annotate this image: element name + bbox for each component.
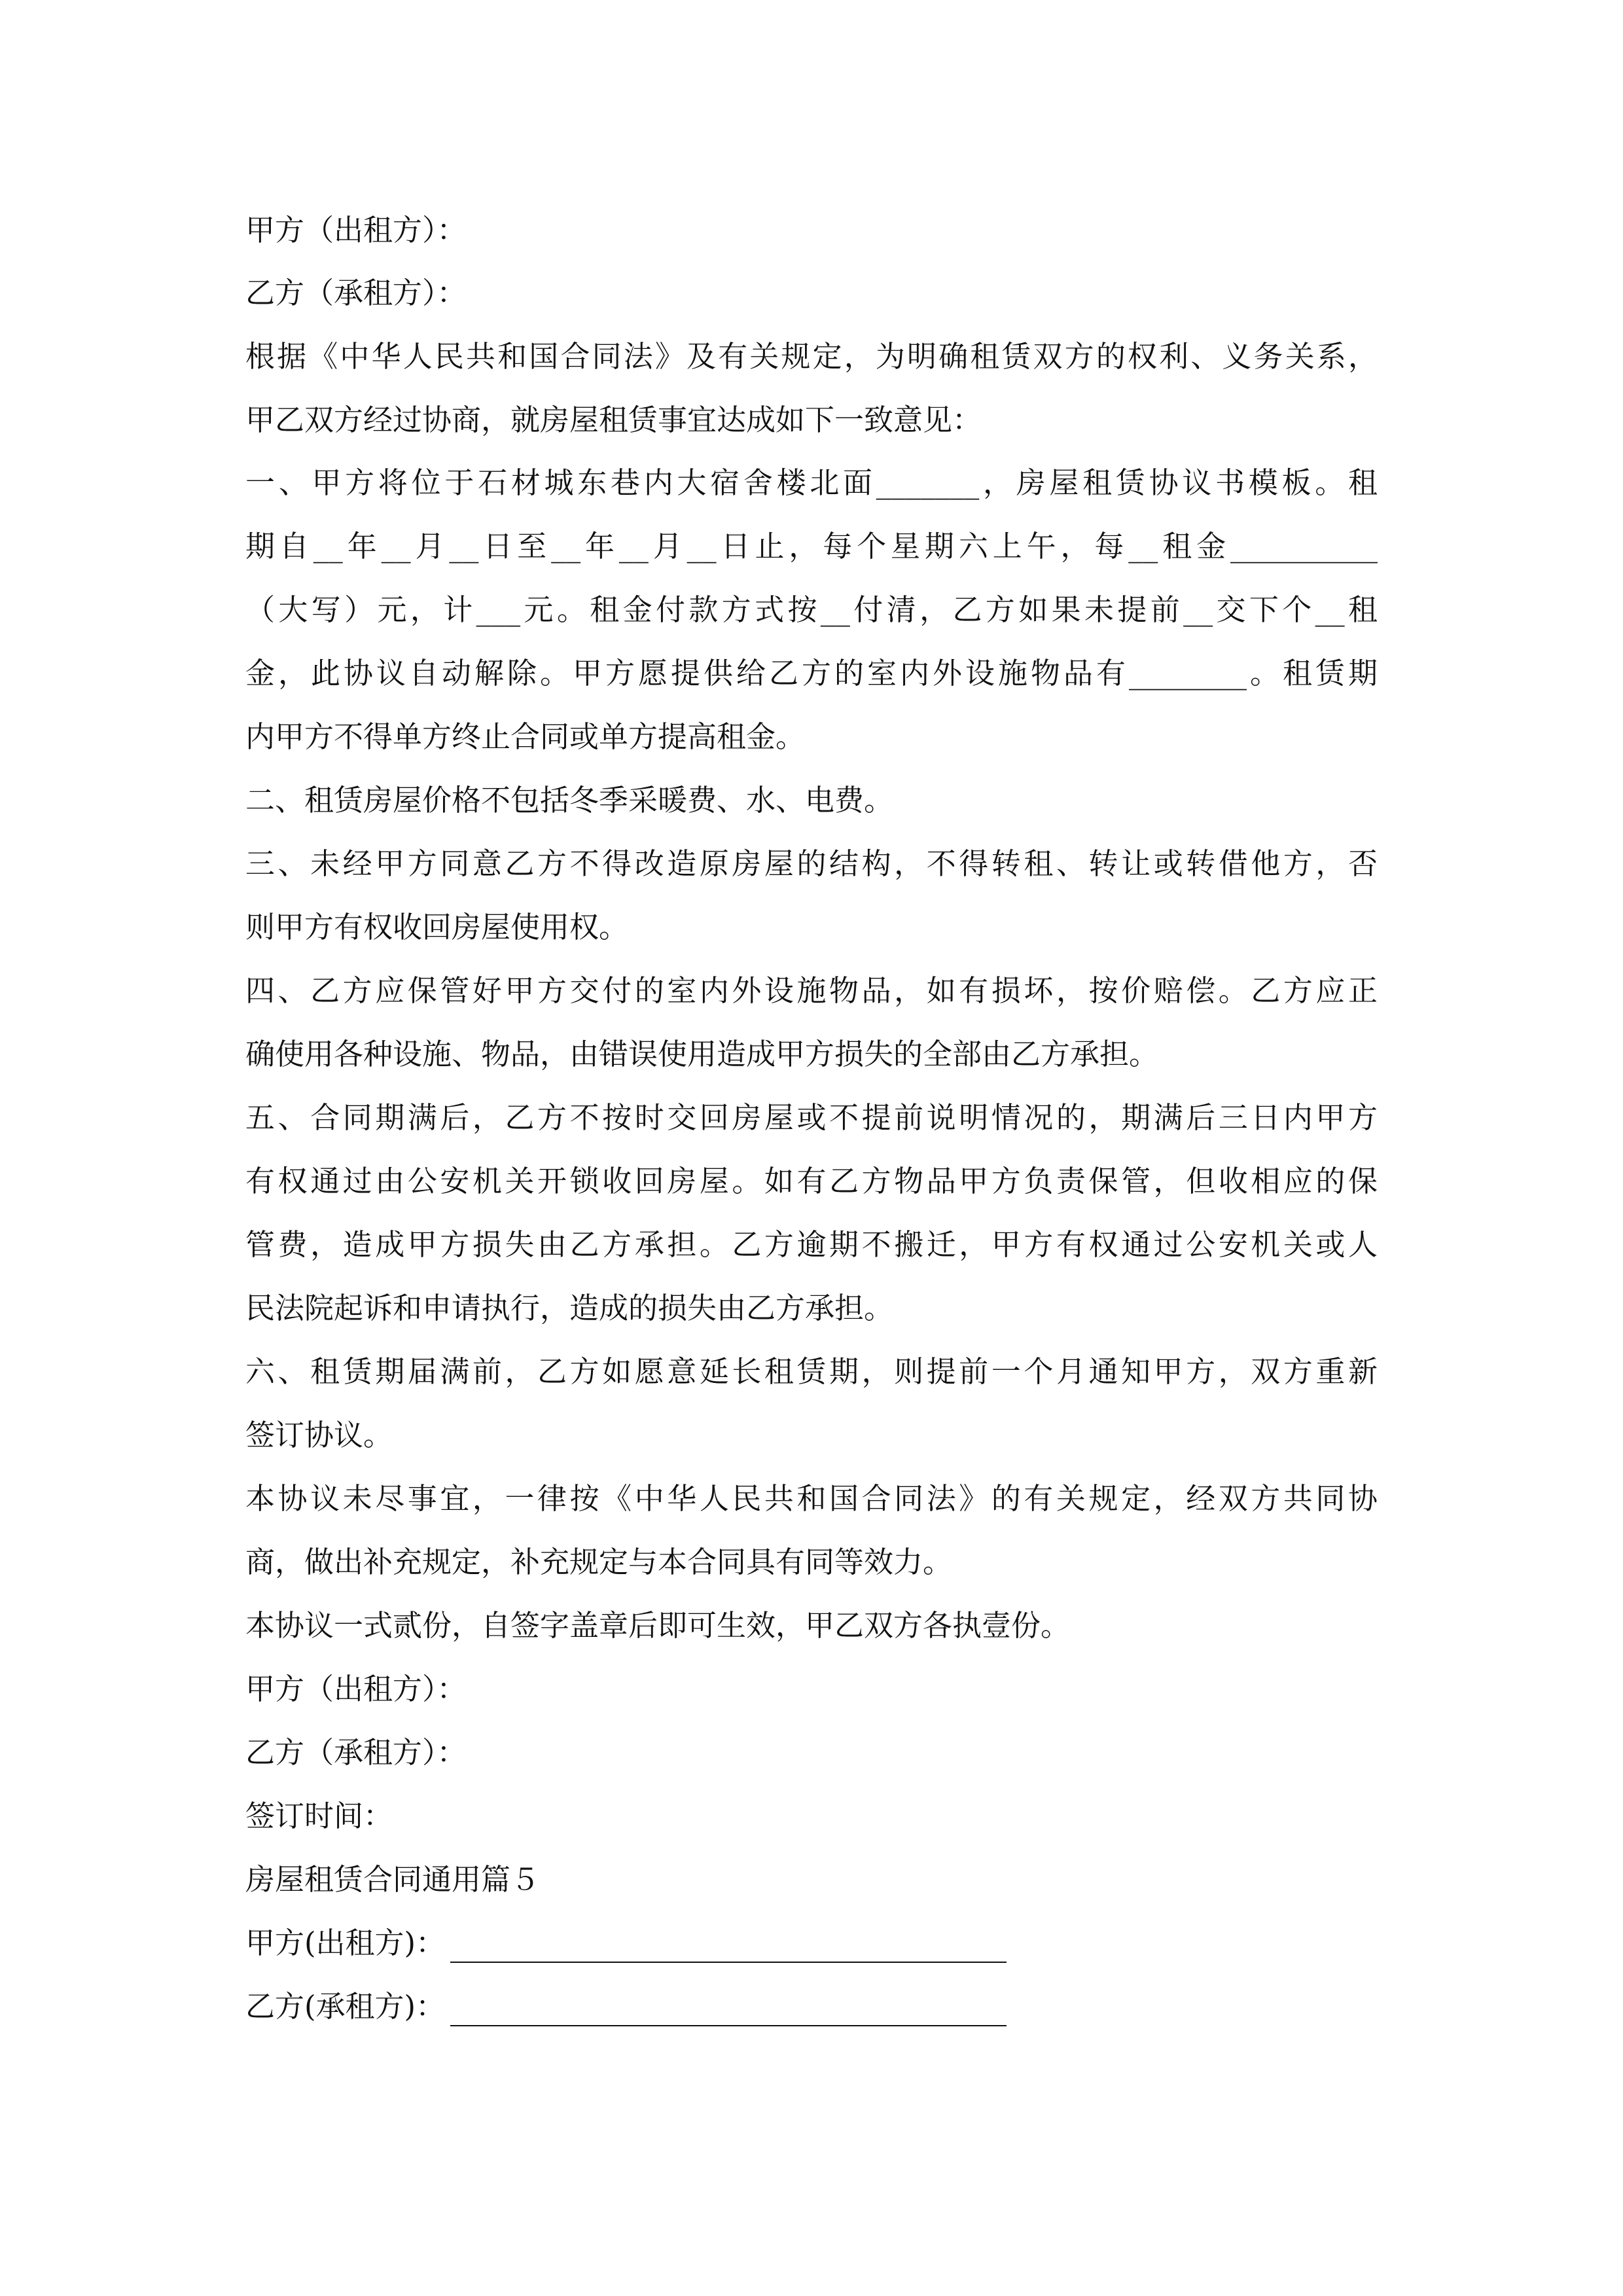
party-a-signature-label: 甲方(出租方)： <box>245 1926 446 1960</box>
clause-3-line: 则甲方有权收回房屋使用权。 <box>245 910 629 944</box>
supplement-line: 商，做出补充规定，补充规定与本合同具有同等效力。 <box>245 1545 953 1579</box>
party-a-signature-row <box>245 1924 1007 1963</box>
party-b-signature-label: 乙方(承租方)： <box>245 1989 446 2024</box>
clause-5-line: 五、合同期满后，乙方不按时交回房屋或不提前说明情况的，期满后三日内甲方 <box>245 1100 1378 1135</box>
clause-4-line: 确使用各种设施、物品，由错误使用造成甲方损失的全部由乙方承担。 <box>245 1037 1159 1071</box>
party-a-sign-line: 甲方（出租方）： <box>245 1672 467 1706</box>
section-heading: 房屋租赁合同通用篇５ <box>245 1862 541 1897</box>
party-a-line: 甲方（出租方）： <box>245 213 467 247</box>
clause-5-line: 有权通过由公安机关开锁收回房屋。如有乙方物品甲方负责保管，但收相应的保 <box>245 1164 1378 1198</box>
clause-6-line: 六、租赁期届满前，乙方如愿意延长租赁期，则提前一个月通知甲方，双方重新 <box>245 1354 1378 1389</box>
party-a-signature-blank <box>450 1935 1007 1963</box>
clause-2-line: 二、租赁房屋价格不包括冬季采暖费、水、电费。 <box>245 783 894 817</box>
clause-4-line: 四、乙方应保管好甲方交付的室内外设施物品，如有损坏，按价赔偿。乙方应正 <box>245 973 1378 1008</box>
body-line: 根据《中华人民共和国合同法》及有关规定，为明确租赁双方的权利、义务关系， <box>245 339 1378 374</box>
party-b-sign-line: 乙方（承租方）： <box>245 1735 467 1770</box>
clause-1-line: 内甲方不得单方终止合同或单方提高租金。 <box>245 719 806 754</box>
clause-5-line: 民法院起诉和申请执行，造成的损失由乙方承担。 <box>245 1291 894 1325</box>
clause-1-line: （大写）元，计___元。租金付款方式按__付清，乙方如果未提前__交下个__租 <box>245 592 1378 627</box>
clause-3-line: 三、未经甲方同意乙方不得改造原房屋的结构，不得转租、转让或转借他方，否 <box>245 846 1378 881</box>
party-b-line: 乙方（承租方）： <box>245 276 467 310</box>
body-line: 甲乙双方经过协商，就房屋租赁事宜达成如下一致意见： <box>245 403 982 437</box>
clause-6-line: 签订协议。 <box>245 1418 393 1452</box>
clause-1-line: 期自__年__月__日至__年__月__日止，每个星期六上午，每__租金__________ <box>245 529 1378 564</box>
party-b-signature-row <box>245 1987 1007 2026</box>
supplement-line: 本协议未尽事宜，一律按《中华人民共和国合同法》的有关规定，经双方共同协 <box>245 1481 1378 1516</box>
party-b-signature-blank <box>450 1999 1007 2026</box>
copies-line: 本协议一式贰份，自签字盖章后即可生效，甲乙双方各执壹份。 <box>245 1608 1071 1643</box>
signing-date-line: 签订时间： <box>245 1799 393 1833</box>
clause-1-line: 一、甲方将位于石材城东巷内大宿舍楼北面_______，房屋租赁协议书模板。租 <box>245 465 1378 500</box>
clause-5-line: 管费，造成甲方损失由乙方承担。乙方逾期不搬迁，甲方有权通过公安机关或人 <box>245 1227 1378 1262</box>
clause-1-line: 金，此协议自动解除。甲方愿提供给乙方的室内外设施物品有________。租赁期 <box>245 656 1378 691</box>
